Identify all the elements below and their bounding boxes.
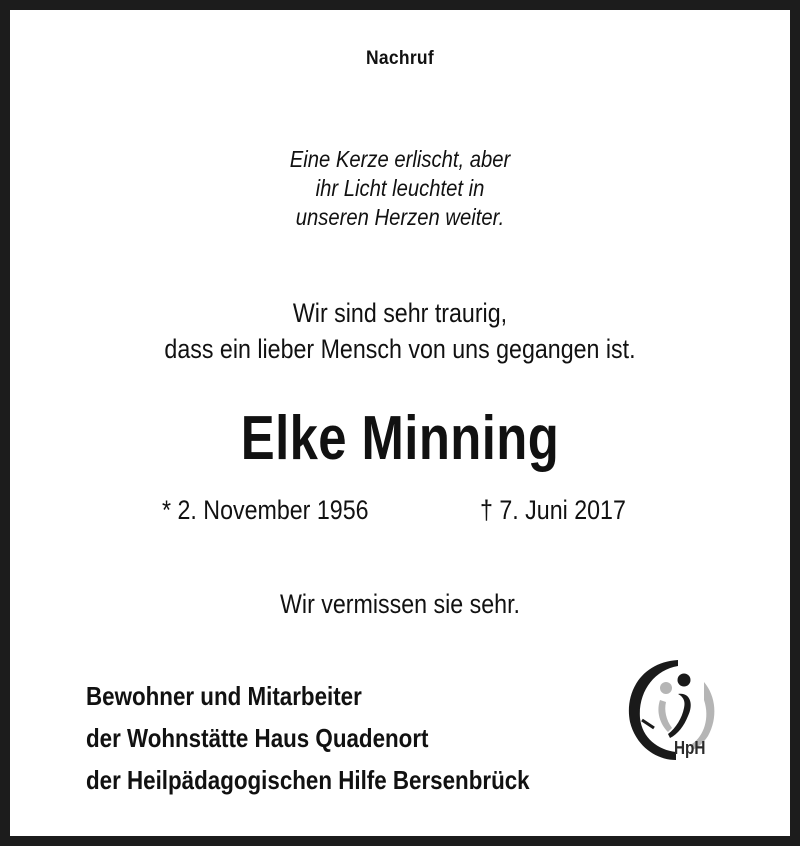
sender-line: der Heilpädagogischen Hilfe Bersenbrück xyxy=(86,765,530,795)
sender-line: der Wohnstätte Haus Quadenort xyxy=(86,723,429,753)
hph-logo xyxy=(620,652,724,770)
hph-logo-icon xyxy=(620,652,724,770)
closing-line: Wir vermissen sie sehr. xyxy=(280,589,520,619)
notice-quote xyxy=(57,145,743,232)
notice-message xyxy=(65,295,736,367)
birth-date: * 2. November 1956 xyxy=(162,495,369,525)
notice-heading: Nachruf xyxy=(366,48,434,69)
message-line: dass ein lieber Mensch von uns gegangen ist. xyxy=(164,334,636,364)
deceased-name: Elke Minning xyxy=(240,404,560,473)
logo-text: HpH xyxy=(674,738,706,758)
sender-block xyxy=(86,675,530,801)
quote-line: unseren Herzen weiter. xyxy=(295,204,505,230)
death-date: † 7. Juni 2017 xyxy=(480,495,626,525)
sender-line: Bewohner und Mitarbeiter xyxy=(86,681,362,711)
quote-line: Eine Kerze erlischt, aber xyxy=(289,146,511,172)
message-line: Wir sind sehr traurig, xyxy=(292,298,508,328)
quote-line: ihr Licht leuchtet in xyxy=(315,175,485,201)
